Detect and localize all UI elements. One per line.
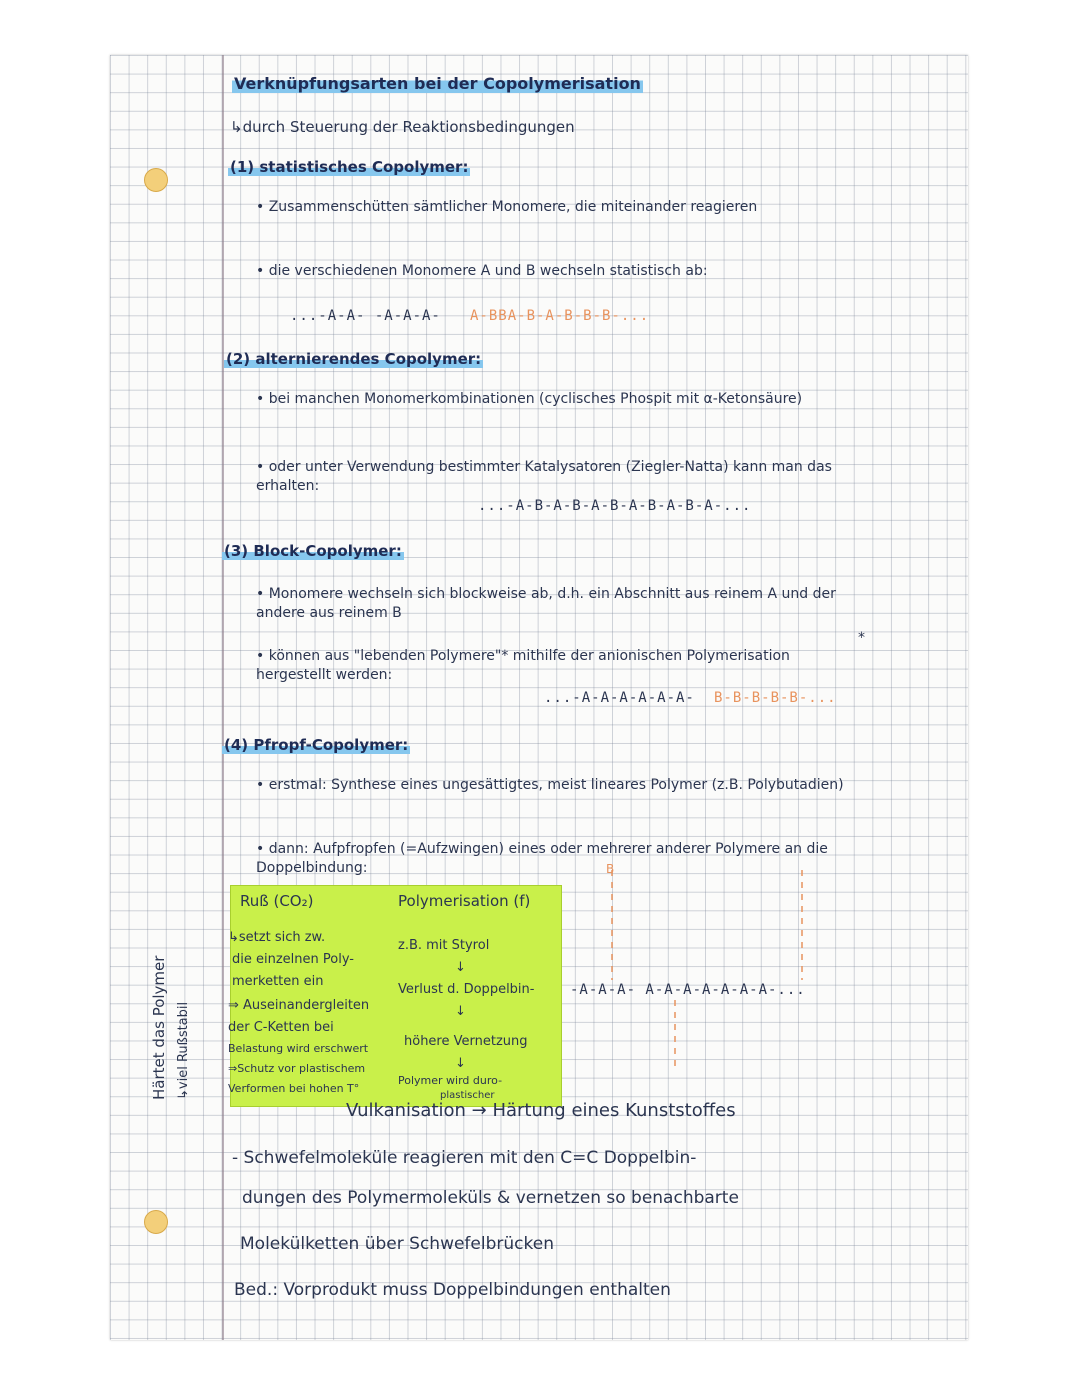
section-2-bullet-2: • oder unter Verwendung bestimmter Katalysatoren (Ziegler-Natta) kann man das erhalten: bbox=[256, 459, 832, 494]
sticky-right-arrow-3: ↓ bbox=[455, 1056, 466, 1071]
punch-hole-bottom bbox=[144, 1210, 168, 1234]
section-3-bullet-2: • können aus "lebenden Polymere"* mithilfe der anionischen Polymerisation hergestellt werden: bbox=[256, 648, 790, 683]
sticky-left-line-2: die einzelnen Poly- bbox=[232, 952, 354, 967]
vulkanisation-line-2: dungen des Polymermoleküls & vernetzen so benachbarte bbox=[242, 1188, 739, 1208]
section-3-heading: (3) Block-Copolymer: bbox=[224, 542, 402, 560]
section-1-heading: (1) statistisches Copolymer: bbox=[230, 158, 469, 176]
sticky-right-line-4: Polymer wird duro- bbox=[398, 1074, 503, 1087]
vulkanisation-line-1: - Schwefelmoleküle reagieren mit den C=C Doppelbin- bbox=[232, 1148, 697, 1168]
page-title: Verknüpfungsarten bei der Copolymerisation bbox=[234, 74, 641, 93]
vulkanisation-heading: Vulkanisation → Härtung eines Kunststoffes bbox=[346, 1100, 736, 1121]
vulkanisation-line-3: Molekülketten über Schwefelbrücken bbox=[240, 1234, 554, 1254]
footnote-star: * bbox=[858, 630, 865, 646]
sticky-right-line-3: höhere Vernetzung bbox=[404, 1034, 528, 1049]
side-note-2: ↳viel Rußstabil bbox=[176, 1001, 191, 1100]
punch-hole-top bbox=[144, 168, 168, 192]
sticky-left-line-4: ⇒ Auseinandergleiten bbox=[228, 998, 370, 1013]
section-4-heading: (4) Pfropf-Copolymer: bbox=[224, 736, 409, 754]
vulkanisation-line-4: Bed.: Vorprodukt muss Doppelbindungen enthalten bbox=[234, 1280, 671, 1300]
page-subtitle: ↳durch Steuerung der Reaktionsbedingungen bbox=[230, 118, 575, 136]
section-2-chain: ...-A-B-A-B-A-B-A-B-A-B-A-... bbox=[478, 498, 752, 514]
section-1-bullet-2: • die verschiedenen Monomere A und B wechseln statistisch ab: bbox=[256, 263, 708, 279]
sticky-right-line-5: plastischer bbox=[440, 1090, 495, 1101]
sticky-right-title: Polymerisation (f) bbox=[398, 892, 531, 910]
section-4-bullet-1: • erstmal: Synthese eines ungesättigtes, meist lineares Polymer (z.B. Polybutadien) bbox=[256, 777, 844, 793]
section-3-chain-b: B-B-B-B-B-... bbox=[714, 690, 837, 706]
margin-line bbox=[222, 55, 224, 1340]
sticky-left-line-3: merketten ein bbox=[232, 974, 324, 989]
section-4-bullet-2: • dann: Aufpfropfen (=Aufzwingen) eines oder mehrerer anderer Polymere an die Doppelbindung: bbox=[256, 841, 828, 876]
graft-branch-bottom bbox=[660, 1000, 690, 1070]
graft-letter: B bbox=[606, 862, 615, 876]
section-2-heading: (2) alternierendes Copolymer: bbox=[226, 350, 482, 368]
sticky-left-line-8: Verformen bei hohen T° bbox=[228, 1082, 360, 1095]
section-1-bullet-1: • Zusammenschütten sämtlicher Monomere, die miteinander reagieren bbox=[256, 199, 758, 215]
graft-branches-top bbox=[590, 870, 830, 980]
sticky-left-line-5: der C-Ketten bei bbox=[228, 1020, 334, 1035]
section-1-chain-a: ...-A-A- -A-A-A- bbox=[290, 308, 441, 324]
sticky-right-line-2: Verlust d. Doppelbin- bbox=[398, 982, 535, 997]
section-3-chain-a: ...-A-A-A-A-A-A- bbox=[544, 690, 695, 706]
section-3-bullet-1: • Monomere wechseln sich blockweise ab, d.h. ein Abschnitt aus reinem A und der andere aus reinem B bbox=[256, 586, 836, 621]
sticky-right-line-1: z.B. mit Styrol bbox=[398, 938, 490, 953]
sticky-right-arrow-2: ↓ bbox=[455, 1004, 466, 1019]
sticky-left-line-7: ⇒Schutz vor plastischem bbox=[228, 1062, 366, 1075]
section-4-chain: -A-A-A- A-A-A-A-A-A-A-... bbox=[570, 982, 806, 998]
section-1-chain-b: A-BBA-B-A-B-B-B-... bbox=[470, 308, 650, 324]
section-2-bullet-1: • bei manchen Monomerkombinationen (cyclisches Phospit mit α-Ketonsäure) bbox=[256, 391, 803, 407]
side-note-1: Härtet das Polymer bbox=[150, 955, 168, 1100]
sticky-left-title: Ruß (CO₂) bbox=[240, 892, 314, 910]
sticky-right-arrow-1: ↓ bbox=[455, 960, 466, 975]
sticky-left-line-6: Belastung wird erschwert bbox=[228, 1042, 369, 1055]
sticky-left-line-1: ↳setzt sich zw. bbox=[228, 930, 326, 945]
